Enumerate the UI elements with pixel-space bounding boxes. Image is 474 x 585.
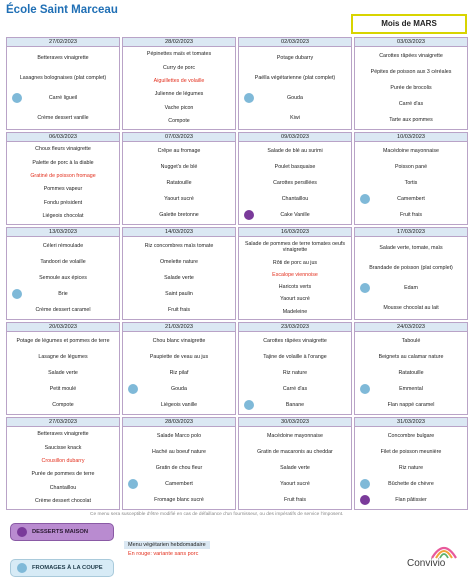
- menu-item: [241, 370, 349, 377]
- menu-item: [125, 51, 233, 58]
- day-cell: [354, 227, 468, 320]
- menu-item: [125, 196, 233, 203]
- menu-item-label: Gratin de macaronis au cheddar: [257, 448, 333, 455]
- day-cell: [122, 322, 236, 415]
- menu-item-label: Gratiné de poisson fromage: [30, 173, 96, 180]
- menu-item-label: Saint paulin: [165, 290, 193, 297]
- menu-item-pork-free: [125, 78, 233, 85]
- day-cell: [238, 37, 352, 130]
- menu-item-label: Salade de pommes de terre tomates oeufs vinaigrette: [244, 240, 346, 254]
- menu-item-label: Beignets au calamar nature: [378, 353, 444, 360]
- menu-item-label: Paupiette de veau au jus: [149, 353, 209, 360]
- menu-item: [357, 305, 465, 312]
- menu-item: [241, 309, 349, 316]
- menu-item-label: Gouda: [171, 385, 187, 392]
- menu-item: [9, 431, 117, 438]
- cheese-icon: [12, 289, 22, 299]
- menu-item-label: Salade verte: [48, 369, 78, 376]
- day-date: 10/03/2023: [355, 133, 467, 142]
- menu-item: [357, 265, 465, 272]
- menu-item-label: Crousillon dubarry: [41, 458, 85, 465]
- legend-fromages-coupe: [10, 559, 114, 577]
- menu-item-label: Filet de poisson meunière: [380, 448, 442, 455]
- menu-items: [7, 332, 119, 414]
- menu-item-label: Carottes râpées vinaigrette: [379, 52, 443, 59]
- menu-item-label: Ratatouille: [398, 369, 424, 376]
- menu-item: [125, 370, 233, 377]
- menu-item-label: Riz pilaf: [169, 369, 189, 376]
- day-cell: [122, 37, 236, 130]
- menu-item: [9, 160, 117, 167]
- day-date: 23/03/2023: [239, 323, 351, 332]
- day-cell: [354, 417, 468, 510]
- menu-grid: [6, 37, 468, 510]
- menu-item-label: Cake Vanille: [280, 211, 310, 218]
- menu-item: [241, 497, 349, 504]
- menu-item: [125, 164, 233, 171]
- menu-item: [9, 471, 117, 478]
- menu-item-label: Salade verte: [280, 464, 310, 471]
- menu-items: [7, 47, 119, 129]
- menu-item: [241, 196, 349, 203]
- menu-item: [125, 338, 233, 345]
- menu-item-label: Tortis: [404, 179, 418, 186]
- day-date: 21/03/2023: [123, 323, 235, 332]
- menu-items: [355, 237, 467, 319]
- menu-item: [9, 55, 117, 62]
- menu-item-label: Crème dessert vanille: [37, 114, 89, 121]
- menu-item: [9, 259, 117, 266]
- menu-item: [9, 402, 117, 409]
- menu-item-label: Liégeois chocolat: [42, 213, 84, 220]
- page-title: École Saint Marceau: [6, 4, 118, 16]
- menu-item-label: Crêpe au fromage: [157, 147, 201, 154]
- menu-item-label: Céleri rémoulade: [42, 242, 84, 249]
- day-date: 02/03/2023: [239, 38, 351, 47]
- day-cell: [238, 132, 352, 225]
- menu-item: [241, 284, 349, 291]
- menu-item-label: Taboulé: [401, 337, 421, 344]
- menu-item: [357, 101, 465, 108]
- menu-item-label: Yaourt sucré: [280, 480, 310, 487]
- legend-desserts-maison: [10, 523, 114, 541]
- day-cell: [238, 417, 352, 510]
- menu-item-label: Emmental: [399, 385, 423, 392]
- menu-item: [125, 307, 233, 314]
- day-date: 20/03/2023: [7, 323, 119, 332]
- day-cell: [6, 132, 120, 225]
- menu-item: [357, 69, 465, 76]
- menu-item: [125, 433, 233, 440]
- menu-item-label: Vache picon: [164, 104, 194, 111]
- menu-item-label: Concombre bulgare: [387, 432, 435, 439]
- menu-item-label: Macédoine mayonnaise: [383, 147, 439, 154]
- pork-variant-note: En rouge: variante sans porc: [128, 551, 199, 557]
- menu-item: [357, 85, 465, 92]
- menu-item: [357, 245, 465, 252]
- day-date: 14/03/2023: [123, 228, 235, 237]
- menu-item-label: Haché au boeuf nature: [152, 448, 206, 455]
- menu-item: [9, 146, 117, 153]
- menu-item: [9, 75, 117, 82]
- menu-item: [125, 65, 233, 72]
- menu-item-label: Carottes persillées: [273, 179, 317, 186]
- menu-items: [239, 427, 351, 509]
- day-date: 03/03/2023: [355, 38, 467, 47]
- menu-item-label: Chou blanc vinaigrette: [152, 337, 206, 344]
- day-cell: [238, 227, 352, 320]
- menu-item-label: Poulet basquaise: [274, 163, 316, 170]
- menu-item-label: Julienne de légumes: [154, 91, 204, 98]
- menu-item-label: Aiguillettes de volaille: [153, 78, 205, 85]
- menu-item-label: Choux fleurs vinaigrette: [35, 146, 91, 153]
- menu-item-label: Purée de brocolis: [390, 84, 432, 91]
- menu-item-label: Compote: [168, 118, 190, 125]
- menu-items: [239, 332, 351, 414]
- menu-item: [241, 481, 349, 488]
- menu-item-label: Rôti de porc au jus: [272, 259, 318, 266]
- menu-item-pork-free: [9, 458, 117, 465]
- menu-item: [241, 402, 349, 409]
- menu-item-label: Ratatouille: [166, 179, 192, 186]
- menu-item-label: Haricots verts: [278, 284, 312, 291]
- day-cell: [6, 227, 120, 320]
- menu-item-label: Salade verte: [164, 274, 194, 281]
- menu-item: [125, 118, 233, 125]
- menu-item: [241, 296, 349, 303]
- menu-items: [355, 427, 467, 509]
- day-date: 06/03/2023: [7, 133, 119, 142]
- menu-items: [7, 427, 119, 509]
- menu-item: [9, 200, 117, 207]
- menu-item: [241, 241, 349, 254]
- menu-item-label: Galette bretonne: [159, 211, 199, 218]
- menu-item: [357, 117, 465, 124]
- menu-item-label: Gouda: [287, 94, 303, 101]
- menu-item: [241, 164, 349, 171]
- menu-item-label: Fruit frais: [399, 211, 423, 218]
- menu-item: [357, 196, 465, 203]
- menu-item-label: Edam: [404, 284, 418, 291]
- menu-item: [125, 105, 233, 112]
- menu-item: [125, 291, 233, 298]
- menu-items: [123, 332, 235, 414]
- veg-menu-note: Menu végétarien hebdomadaire: [124, 541, 210, 549]
- menu-item-label: Nugget's de blé: [160, 163, 198, 170]
- menu-item-label: Tajine de volaille à l'orange: [263, 353, 327, 360]
- day-cell: [6, 37, 120, 130]
- menu-item: [9, 445, 117, 452]
- day-date: 28/03/2023: [123, 418, 235, 427]
- brand-name: Convivio: [407, 558, 446, 569]
- day-cell: [122, 132, 236, 225]
- menu-item: [9, 213, 117, 220]
- menu-item-label: Carré ligueil: [48, 94, 78, 101]
- menu-item: [125, 386, 233, 393]
- menu-item-label: Gratin de chou fleur: [155, 464, 203, 471]
- menu-item: [241, 465, 349, 472]
- cheese-icon: [128, 384, 138, 394]
- day-cell: [6, 322, 120, 415]
- menu-item: [241, 354, 349, 361]
- day-date: 24/03/2023: [355, 323, 467, 332]
- menu-item-pork-free: [241, 272, 349, 279]
- day-cell: [354, 322, 468, 415]
- day-date: 28/02/2023: [123, 38, 235, 47]
- menu-items: [7, 237, 119, 319]
- menu-item: [125, 481, 233, 488]
- menu-item-label: Salade Marco polo: [156, 432, 202, 439]
- menu-item-label: Betteraves vinaigrette: [37, 54, 89, 61]
- menu-item-label: Flan pâtissier: [395, 496, 427, 503]
- menu-item: [9, 291, 117, 298]
- menu-item: [9, 115, 117, 122]
- menu-items: [239, 142, 351, 224]
- menu-item-label: Yaourt sucré: [164, 195, 194, 202]
- menu-item-label: Yaourt sucré: [280, 296, 310, 303]
- cheese-icon: [244, 93, 254, 103]
- menu-item: [9, 243, 117, 250]
- menu-item-label: Carré d'as: [282, 385, 308, 392]
- day-date: 16/03/2023: [239, 228, 351, 237]
- menu-item: [125, 259, 233, 266]
- menu-items: [7, 142, 119, 224]
- menu-item: [357, 285, 465, 292]
- menu-item: [241, 95, 349, 102]
- menu-item: [357, 465, 465, 472]
- menu-item-label: Fromage blanc sucré: [154, 496, 204, 503]
- menu-item: [241, 75, 349, 82]
- menu-item: [241, 338, 349, 345]
- menu-items: [239, 47, 351, 129]
- menu-items: [355, 47, 467, 129]
- menu-item: [9, 338, 117, 345]
- day-date: 27/02/2023: [7, 38, 119, 47]
- menu-item-label: Camembert: [397, 195, 425, 202]
- menu-item: [125, 465, 233, 472]
- menu-item: [125, 212, 233, 219]
- menu-item-label: Flan nappé caramel: [387, 401, 435, 408]
- menu-item-label: Curry de porc: [162, 64, 196, 71]
- menu-item: [241, 433, 349, 440]
- day-cell: [122, 417, 236, 510]
- menu-item-label: Brie: [58, 290, 68, 297]
- day-date: 31/03/2023: [355, 418, 467, 427]
- menu-item: [125, 449, 233, 456]
- menu-item: [357, 53, 465, 60]
- menu-item: [241, 449, 349, 456]
- menu-item-label: Salade verte, tomate, maïs: [379, 244, 443, 251]
- menu-item: [357, 164, 465, 171]
- menu-item: [125, 354, 233, 361]
- day-cell: [354, 37, 468, 130]
- menu-item-label: Riz nature: [398, 464, 424, 471]
- menu-items: [239, 237, 351, 319]
- menu-item: [241, 260, 349, 267]
- dessert-icon: [244, 210, 254, 220]
- menu-item-label: Pépinettes maïs et tomates: [146, 51, 212, 58]
- menu-item-label: Macédoine mayonnaise: [267, 432, 323, 439]
- menu-item: [125, 497, 233, 504]
- menu-item-label: Fruit frais: [283, 496, 307, 503]
- menu-item-label: Lasagne de légumes: [38, 353, 88, 360]
- menu-item-label: Mousse chocolat au lait: [383, 304, 439, 311]
- menu-item-label: Camembert: [165, 480, 193, 487]
- day-date: 13/03/2023: [7, 228, 119, 237]
- menu-item-label: Betteraves vinaigrette: [37, 431, 89, 438]
- menu-item-pork-free: [9, 173, 117, 180]
- menu-item: [241, 386, 349, 393]
- cheese-icon: [360, 384, 370, 394]
- menu-item-label: Chantaillou: [49, 484, 77, 491]
- day-cell: [238, 322, 352, 415]
- menu-item: [241, 180, 349, 187]
- menu-item-label: Carré d'as: [398, 100, 424, 107]
- menu-item: [241, 115, 349, 122]
- menu-item-label: Paëlla végétarienne (plat complet): [254, 74, 336, 81]
- cheese-icon: [360, 283, 370, 293]
- menu-item-label: Pépites de poisson aux 3 céréales: [370, 68, 452, 75]
- menu-item-label: Riz concombres maïs tomate: [144, 242, 214, 249]
- menu-item-label: Escalope viennoise: [272, 271, 318, 278]
- menu-item: [357, 386, 465, 393]
- menu-item: [9, 307, 117, 314]
- menu-item-label: Banane: [285, 401, 305, 408]
- menu-item-label: Bûchette de chèvre: [388, 480, 434, 487]
- menu-item: [357, 370, 465, 377]
- menu-item: [241, 55, 349, 62]
- menu-item-label: Carottes râpées vinaigrette: [263, 337, 327, 344]
- menu-item-label: Fruit frais: [167, 306, 191, 313]
- day-cell: [6, 417, 120, 510]
- menu-item-label: Liégeois vanille: [160, 401, 198, 408]
- menu-item-label: Tandoori de volaille: [40, 258, 86, 265]
- menu-item: [125, 402, 233, 409]
- menu-item: [241, 212, 349, 219]
- menu-item: [9, 370, 117, 377]
- menu-item: [357, 212, 465, 219]
- menu-item-label: Petit moulé: [49, 385, 77, 392]
- day-cell: [354, 132, 468, 225]
- menu-item-label: Lasagnes bolognaises (plat complet): [19, 74, 107, 81]
- menu-item: [357, 481, 465, 488]
- menu-item: [357, 402, 465, 409]
- dessert-icon: [17, 527, 27, 537]
- cheese-icon: [244, 400, 254, 410]
- disclaimer-note: Ce menu sera susceptible d'être modifié en cas de défaillance d'un fournisseur, ou des impératifs de service l'imposent.: [90, 512, 344, 517]
- menu-item-label: Crème dessert chocolat: [35, 498, 91, 505]
- menu-item: [357, 433, 465, 440]
- day-date: 27/03/2023: [7, 418, 119, 427]
- menu-item: [125, 275, 233, 282]
- menu-items: [123, 237, 235, 319]
- cheese-icon: [128, 479, 138, 489]
- month-label: Mois de MARS: [351, 14, 467, 34]
- day-date: 17/03/2023: [355, 228, 467, 237]
- day-date: 07/03/2023: [123, 133, 235, 142]
- menu-item-label: Riz nature: [282, 369, 308, 376]
- menu-item-label: Poisson pané: [394, 163, 428, 170]
- menu-item: [357, 449, 465, 456]
- menu-item-label: Potage dubarry: [276, 54, 314, 61]
- menu-item: [125, 180, 233, 187]
- day-date: 30/03/2023: [239, 418, 351, 427]
- menu-item-label: Omelette nature: [160, 258, 198, 265]
- menu-item: [357, 180, 465, 187]
- menu-items: [355, 142, 467, 224]
- menu-item: [9, 95, 117, 102]
- menu-item-label: Pommes vapeur: [43, 186, 83, 193]
- menu-item-label: Compote: [52, 401, 74, 408]
- menu-item-label: Salade de blé au surimi: [267, 147, 323, 154]
- menu-item: [9, 186, 117, 193]
- dessert-icon: [360, 495, 370, 505]
- menu-item-label: Crème dessert caramel: [35, 306, 91, 313]
- menu-item-label: Kiwi: [290, 114, 300, 121]
- legend-cheese-label: FROMAGES À LA COUPE: [32, 565, 103, 571]
- cheese-icon: [360, 479, 370, 489]
- menu-items: [355, 332, 467, 414]
- cheese-icon: [12, 93, 22, 103]
- cheese-icon: [17, 563, 27, 573]
- menu-items: [123, 427, 235, 509]
- menu-item-label: Madeleine: [282, 308, 308, 315]
- menu-item: [9, 275, 117, 282]
- menu-item: [357, 354, 465, 361]
- menu-item: [9, 386, 117, 393]
- menu-item-label: Saucisse knack: [44, 444, 82, 451]
- menu-item-label: Fondu président: [43, 199, 83, 206]
- menu-item-label: Potage de légumes et pommes de terre: [16, 337, 110, 344]
- menu-item-label: Chantaillou: [281, 195, 309, 202]
- day-date: 09/03/2023: [239, 133, 351, 142]
- menu-item: [357, 497, 465, 504]
- menu-item: [357, 338, 465, 345]
- menu-item-label: Semoule aux épices: [39, 274, 87, 281]
- menu-items: [123, 47, 235, 129]
- menu-item: [9, 498, 117, 505]
- menu-item: [125, 91, 233, 98]
- menu-item: [125, 148, 233, 155]
- menu-item: [241, 148, 349, 155]
- legend-desserts-label: DESSERTS MAISON: [32, 529, 89, 535]
- menu-item-label: Purée de pommes de terre: [31, 471, 95, 478]
- menu-item: [357, 148, 465, 155]
- legend-notes: [124, 541, 210, 557]
- cheese-icon: [360, 194, 370, 204]
- brand-logo: [404, 544, 468, 578]
- menu-item: [9, 485, 117, 492]
- menu-item-label: Tarte aux pommes: [389, 116, 433, 123]
- menu-items: [123, 142, 235, 224]
- day-cell: [122, 227, 236, 320]
- menu-item-label: Palette de porc à la diable: [32, 159, 94, 166]
- menu-item: [125, 243, 233, 250]
- menu-item-label: Brandade de poisson (plat complet): [369, 264, 453, 271]
- menu-item: [9, 354, 117, 361]
